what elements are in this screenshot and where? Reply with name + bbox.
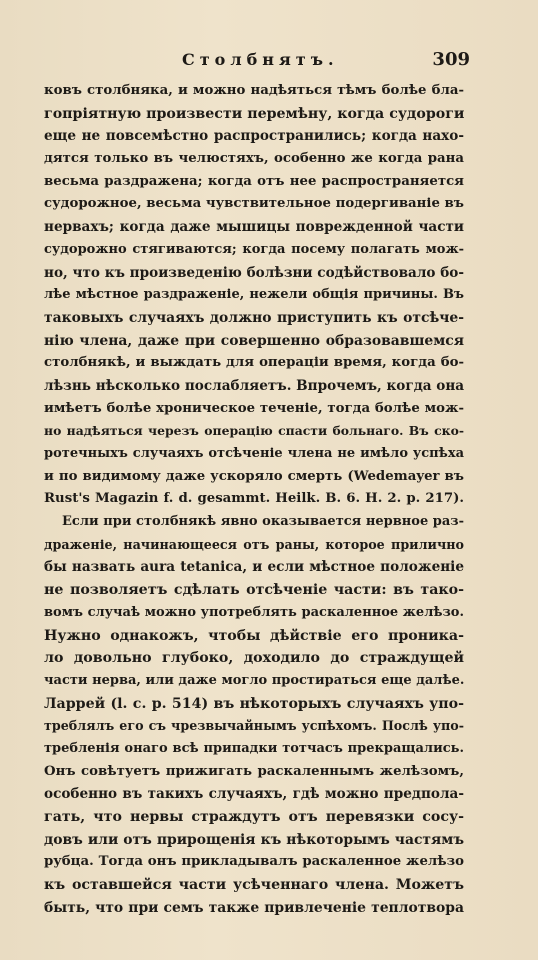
text-line: весьма раздражена; когда отъ нее распространяется [44,173,464,189]
text-line: рубца. Тогда онъ прикладывалъ раскаленное желѣзо [44,854,464,870]
text-line: имѣетъ болѣе хроническое теченіе, тогда болѣе мож- [44,400,464,416]
body-text [44,80,464,919]
text-line: лѣзнь нѣсколько послабляетъ. Впрочемъ, когда она [44,377,464,394]
text-line: части нерва, или даже могло простираться еще далѣе. [44,672,464,688]
text-line: треблялъ его съ чрезвычайнымъ успѣхомъ. Послѣ упо- [44,718,464,734]
text-line: Rust's Magazin f. d. gesammt. Heilk. B. 6. H. 2. p. 217). [44,491,464,507]
running-head: Столбнятъ. [182,50,339,69]
text-line: Если при столбнякѣ явно оказывается нервное раз- [62,514,464,530]
text-line: дятся только въ челюстяхъ, особенно же когда рана [44,151,464,167]
text-line: къ оставшейся части усѣченнаго члена. Можетъ [44,877,464,894]
text-line: судорожно стягиваются; когда посему полагать мож- [44,241,464,257]
text-line: особенно въ такихъ случаяхъ, гдѣ можно предпола- [44,786,464,803]
text-line: судорожное, весьма чувствительное подергиваніе въ [44,196,464,212]
page-number: 309 [432,49,470,70]
text-line: нервахъ; когда даже мышицы поврежденной части [44,219,464,236]
text-line: быть, что при семъ также привлеченіе теплотвора [44,899,464,916]
text-line: нію члена, даже при совершенно образовавшемся [44,332,464,349]
text-line: и по видимому даже ускоряло смерть (Wedemayer въ [44,468,464,484]
text-line: лѣе мѣстное раздраженіе, нежели общія причины. Въ [44,287,464,303]
text-line: драженіе, начинающееся отъ раны, которое прилично [44,536,464,552]
text-line: гать, что нервы страждутъ отъ перевязки сосу- [44,809,464,825]
text-line: Нужно однакожъ, чтобы дѣйствіе его проника- [44,627,464,644]
text-line: довъ или отъ прирощенія къ нѣкоторымъ частямъ [44,831,464,848]
text-line: Ларрей (l. c. p. 514) въ нѣкоторыхъ случаяхъ упо- [44,695,464,712]
text-line: требленія онаго всѣ припадки тотчасъ прекращались. [44,740,464,756]
text-line: еще не повсемѣстно распространились; когда нахо- [44,128,464,145]
text-line: ковъ столбняка, и можно надѣяться тѣмъ болѣе бла- [44,83,464,98]
text-line: Онъ совѣтуетъ прижигать раскаленнымъ желѣзомъ, [44,763,464,779]
text-line: гопріятную произвести перемѣну, когда судороги [44,105,464,122]
text-line: ло довольно глубоко, доходило до страждущей [44,650,464,667]
text-line: не позволяетъ сдѣлать отсѣченіе части: въ тако- [44,582,464,599]
text-line: вомъ случаѣ можно употреблять раскаленное желѣзо. [44,604,464,620]
page-header [40,50,470,76]
text-line: таковыхъ случаяхъ должно приступить къ отсѣче- [44,309,464,326]
text-line: но, что къ произведенію болѣзни содѣйствовало бо- [44,264,464,281]
text-line: но надѣяться черезъ операцію спасти больнаго. Въ ско- [44,423,464,439]
text-line: бы назвать aura tetanica, и если мѣстное положеніе [44,559,464,576]
text-line: столбнякѣ, и выждать для операціи время, когда бо- [44,355,464,371]
text-line: ротечныхъ случаяхъ отсѣченіе члена не имѣло успѣха [44,446,464,461]
